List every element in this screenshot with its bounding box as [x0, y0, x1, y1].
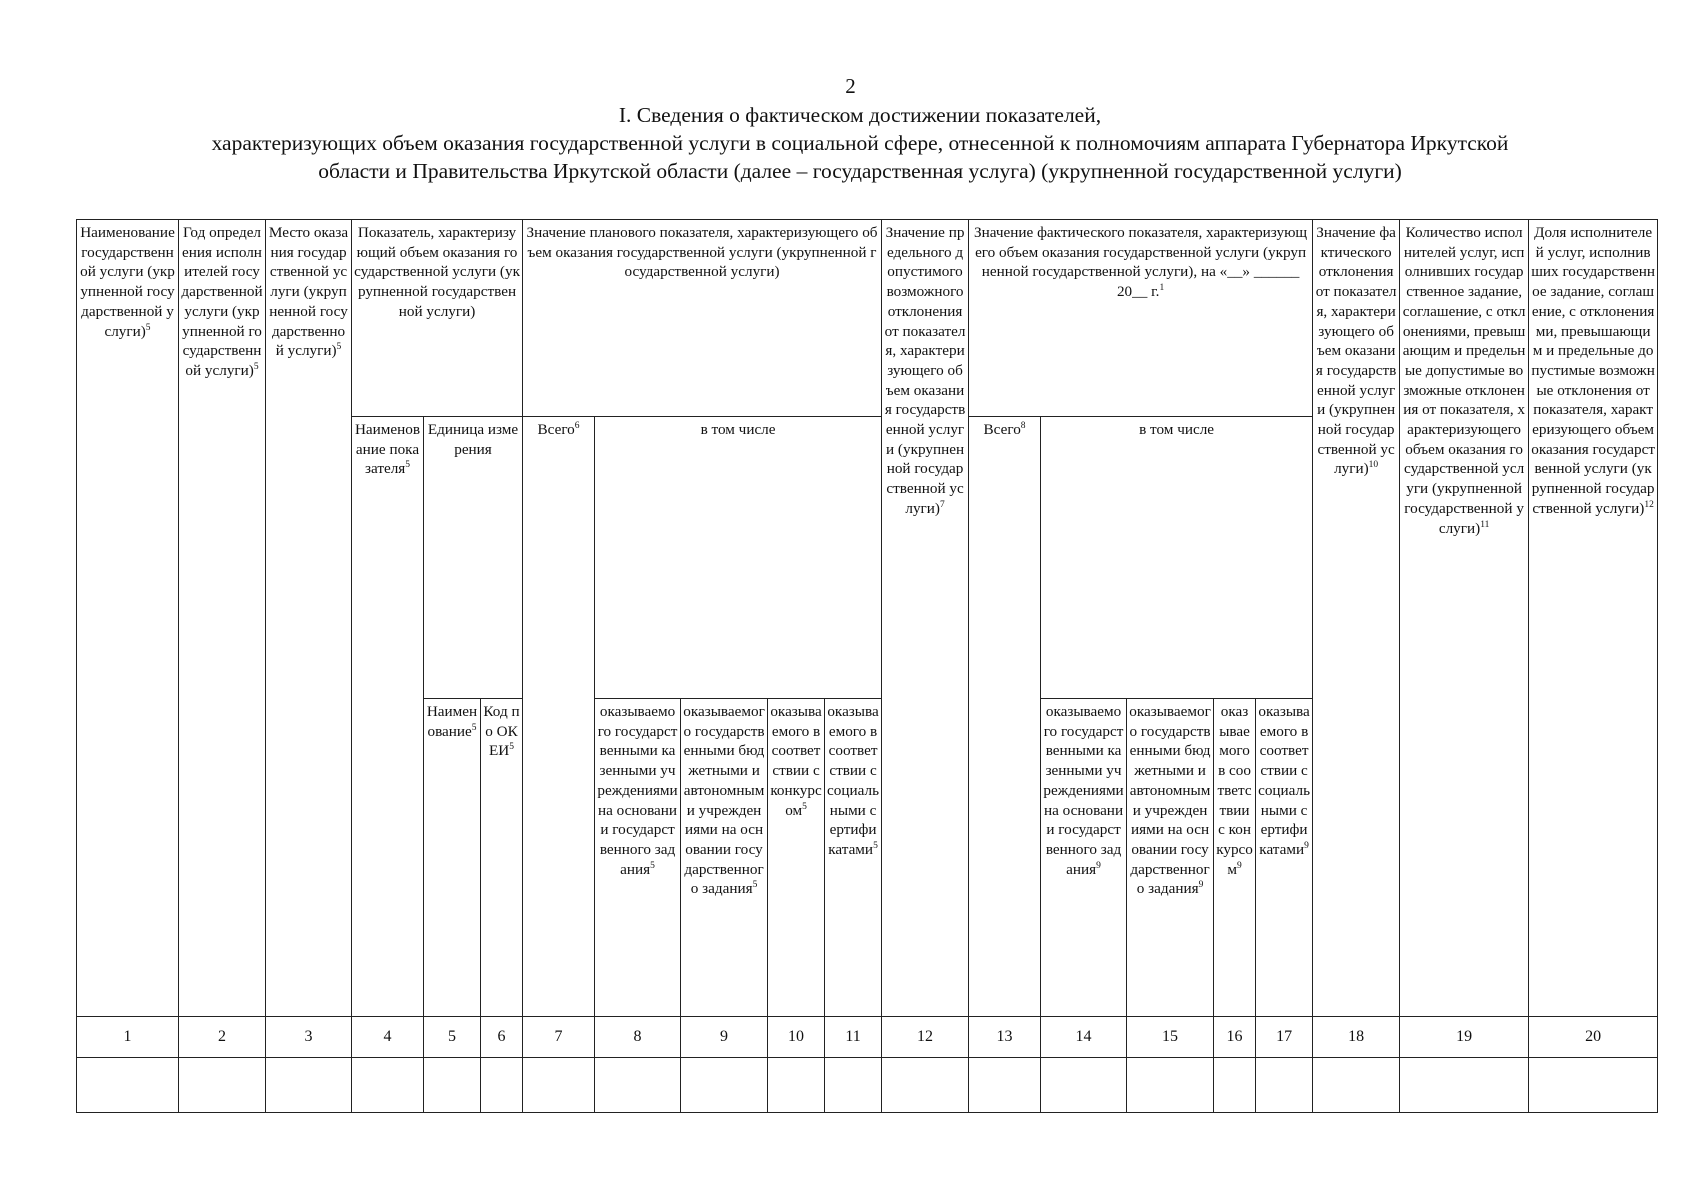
header-place: Место оказания государственной услуги (укрупненной государственной услуги)$^5$	[266, 220, 352, 1017]
column-number: 1	[77, 1017, 179, 1058]
header-plan-total: Всего$^6$	[523, 417, 595, 1017]
page-number: 2	[845, 74, 856, 98]
header-executors-count: Количество исполнителей услуг, исполнивших государственное задание, соглашение, с отклонениями, превышающим и предельные допустимые возможные отклонения от показателя, характеризующего объем оказания государственной услуги (укрупненной государственной услуги)$^{11}$	[1400, 220, 1529, 1017]
column-number: 13	[969, 1017, 1041, 1058]
header-fact-budget-institutions: оказываемого государственными бюджетными и автономными учреждениями на основании государственного задания$^9$	[1127, 699, 1214, 1017]
header-plan-state-institutions: оказываемого государственными казенными учреждениями на основании государственного задания$^5$	[595, 699, 681, 1017]
empty-cell	[681, 1058, 768, 1113]
column-number: 17	[1256, 1017, 1313, 1058]
empty-cell	[523, 1058, 595, 1113]
header-fact-group: Значение фактического показателя, характеризующего объем оказания государственной услуги (укрупненной государственной услуги), на «__» ______ 20__ г.$^1$	[969, 220, 1313, 417]
header-indicator-name: Наименование показателя$^5$	[352, 417, 424, 1017]
header-max-deviation: Значение предельного допустимого возможного отклонения от показателя, характеризующего объем оказания государственной услуги (укрупненной государственной услуги)$^7$	[882, 220, 969, 1017]
empty-cell	[424, 1058, 481, 1113]
column-number: 5	[424, 1017, 481, 1058]
empty-cell	[1313, 1058, 1400, 1113]
header-plan-including: в том числе	[595, 417, 882, 699]
header-fact-certificates: оказываемого в соответствии с социальными сертификатами$^9$	[1256, 699, 1313, 1017]
header-service-name: Наименование государственной услуги (укрупненной государственной услуги)$^5$	[77, 220, 179, 1017]
empty-cell	[882, 1058, 969, 1113]
column-number: 7	[523, 1017, 595, 1058]
column-number: 12	[882, 1017, 969, 1058]
empty-cell	[1127, 1058, 1214, 1113]
column-numbers-row	[77, 1017, 1658, 1058]
empty-data-row	[77, 1058, 1658, 1113]
header-executors-share: Доля исполнителей услуг, исполнивших государственное задание, соглашение, с отклонениями, превышающим и предельные допустимые возможные отклонения от показателя, характеризующего объем оказания государственной услуги (укрупненной государственной услуги)$^{12}$	[1529, 220, 1658, 1017]
empty-cell	[768, 1058, 825, 1113]
column-number: 11	[825, 1017, 882, 1058]
column-number: 15	[1127, 1017, 1214, 1058]
column-number: 6	[481, 1017, 523, 1058]
header-indicator-group: Показатель, характеризующий объем оказания государственной услуги (укрупненной государственной услуги)	[352, 220, 523, 417]
empty-cell	[1214, 1058, 1256, 1113]
section-title	[90, 101, 1630, 185]
empty-cell	[595, 1058, 681, 1113]
empty-cell	[1041, 1058, 1127, 1113]
header-fact-total: Всего$^8$	[969, 417, 1041, 1017]
header-plan-group: Значение планового показателя, характеризующего объем оказания государственной услуги (укрупненной государственной услуги)	[523, 220, 882, 417]
header-plan-contest: оказываемого в соответствии с конкурсом$^5$	[768, 699, 825, 1017]
empty-cell	[1529, 1058, 1658, 1113]
header-fact-including: в том числе	[1041, 417, 1313, 699]
column-number: 14	[1041, 1017, 1127, 1058]
header-plan-certificates: оказываемого в соответствии с социальными сертификатами$^5$	[825, 699, 882, 1017]
column-number: 19	[1400, 1017, 1529, 1058]
empty-cell	[481, 1058, 523, 1113]
header-unit-group: Единица измерения	[424, 417, 523, 699]
fact-date: «__» ______ 20__ г.	[1116, 263, 1300, 301]
column-number: 4	[352, 1017, 424, 1058]
empty-cell	[179, 1058, 266, 1113]
title-line-2: характеризующих объем оказания государственной услуги в социальной сфере, отнесенной к полномочиям аппарата Губернатора Иркутской	[211, 131, 1509, 155]
column-number: 10	[768, 1017, 825, 1058]
title-line-3: области и Правительства Иркутской области (далее – государственная услуга) (укрупненной государственной услуги)	[318, 159, 1402, 183]
empty-cell	[825, 1058, 882, 1113]
column-number: 20	[1529, 1017, 1658, 1058]
header-row-1	[77, 220, 1658, 417]
header-fact-deviation: Значение фактического отклонения от показателя, характеризующего объем оказания государственной услуги (укрупненной государственной услуги)$^{10}$	[1313, 220, 1400, 1017]
header-year: Год определения исполнителей государственной услуги (укрупненной государственной услуги)$^5$	[179, 220, 266, 1017]
header-fact-contest: оказываемого в соответствии с конкурсом$^9$	[1214, 699, 1256, 1017]
header-plan-budget-institutions: оказываемого государственными бюджетными и автономными учреждениями на основании государственного задания$^5$	[681, 699, 768, 1017]
column-number: 9	[681, 1017, 768, 1058]
empty-cell	[969, 1058, 1041, 1113]
indicators-table	[76, 219, 1658, 1113]
column-number: 18	[1313, 1017, 1400, 1058]
column-number: 3	[266, 1017, 352, 1058]
column-number: 2	[179, 1017, 266, 1058]
header-fact-state-institutions: оказываемого государственными казенными учреждениями на основании государственного задания$^9$	[1041, 699, 1127, 1017]
header-unit-name: Наименование$^5$	[424, 699, 481, 1017]
column-number: 8	[595, 1017, 681, 1058]
title-line-1: I. Сведения о фактическом достижении показателей,	[618, 103, 1102, 127]
header-unit-code: Код по ОКЕИ$^5$	[481, 699, 523, 1017]
empty-cell	[266, 1058, 352, 1113]
empty-cell	[352, 1058, 424, 1113]
column-number: 16	[1214, 1017, 1256, 1058]
empty-cell	[77, 1058, 179, 1113]
empty-cell	[1400, 1058, 1529, 1113]
empty-cell	[1256, 1058, 1313, 1113]
